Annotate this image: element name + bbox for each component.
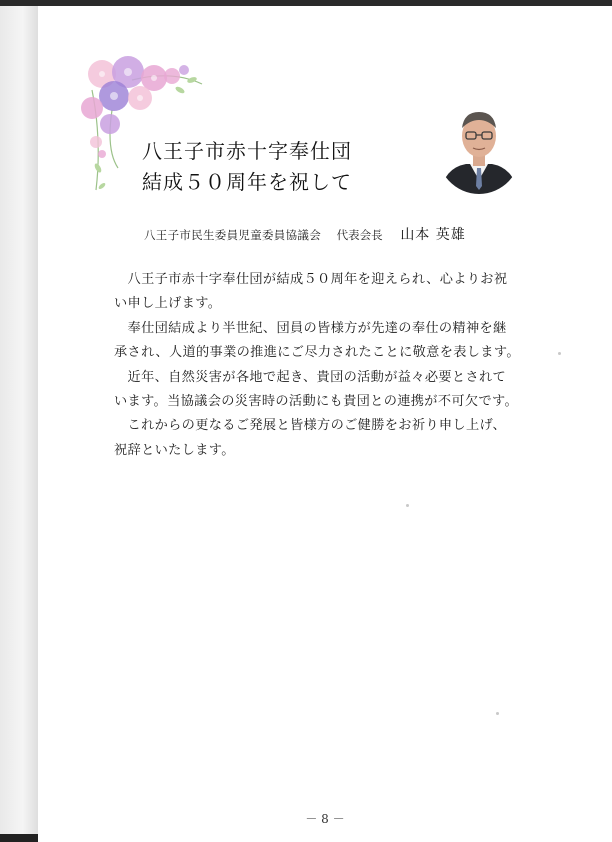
document-page — [38, 6, 612, 842]
author-line — [144, 224, 466, 244]
page-title — [142, 136, 352, 198]
page-number: － 8 － — [305, 812, 345, 826]
title-line-2: 結成５０周年を祝して — [142, 170, 352, 194]
scan-speck — [558, 352, 561, 355]
body-line: い申し上げます。 — [114, 296, 222, 312]
author-organization: 八王子市民生委員児童委員協議会 — [144, 228, 321, 242]
body-line: 近年、自然災害が各地で起き、貴団の活動が益々必要とされて — [114, 369, 507, 385]
portrait-photo — [436, 102, 522, 194]
title-line-1: 八王子市赤十字奉仕団 — [142, 139, 352, 163]
body-line: 奉仕団結成より半世紀、団員の皆様方が先達の奉仕の精神を継 — [114, 320, 507, 336]
body-line: 祝辞といたします。 — [114, 442, 235, 458]
scan-speck — [496, 712, 499, 715]
scan-speck — [406, 504, 409, 507]
author-name: 山本 英雄 — [400, 227, 466, 243]
author-role: 代表会長 — [336, 228, 383, 242]
body-line: これからの更なるご発展と皆様方のご健勝をお祈り申し上げ、 — [114, 418, 507, 434]
body-line: 八王子市赤十字奉仕団が結成５０周年を迎えられ、心よりお祝 — [114, 272, 508, 287]
message-body — [114, 268, 574, 463]
body-line: 承され、人道的事業の推進にご尽力されたことに敬意を表します。 — [114, 345, 520, 361]
book-spine-shadow — [0, 6, 38, 842]
person-photo-icon — [436, 102, 522, 194]
body-line: います。当協議会の災害時の活動にも貴団との連携が不可欠です。 — [114, 394, 519, 410]
scan-bottom-edge — [0, 834, 40, 842]
